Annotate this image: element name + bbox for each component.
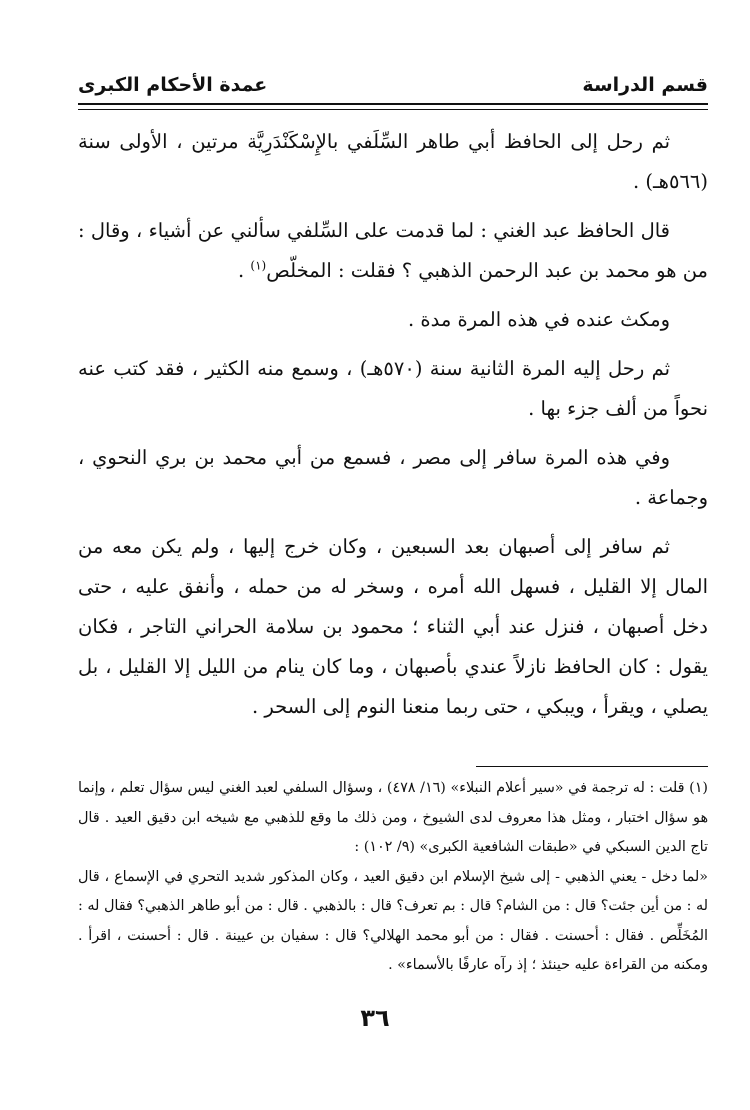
paragraph-text-tail: . [237,259,251,282]
footnote-text: (١) قلت : له ترجمة في «سير أعلام النبلاء» (١٦/ ٤٧٨) ، وسؤال السلفي لعبد الغني ليس سؤال تعلم ، وإنما هو سؤال اختبار ، ومثل هذا معروف لدى الشيوخ ، ومن ذلك ما وقع للذهبي مع شيخه ابن دقيق العيد . قال تاج الدين السبكي في «طبقات الشافعية الكبرى» (٩/ ١٠٢) : [78,780,708,855]
header-rule-thin [78,109,708,110]
footnotes [78,774,708,981]
paragraph: ومكث عنده في هذه المرة مدة . [408,308,670,331]
page-number: ٣٦ [360,1004,390,1032]
main-text [78,122,708,736]
paragraph: وفي هذه المرة سافر إلى مصر ، فسمع من أبي محمد بن بري النحوي ، وجماعة . [78,446,708,509]
footnote-quote: «لما دخل - يعني الذهبي - إلى شيخ الإسلام ابن دقيق العيد ، وكان المذكور شديد التحري في الإسماع ، قال له : من أين جئت؟ قال : من الشام؟ قال : بم تعرف؟ قال : بالذهبي . قال : من أبو طاهر الذهبي؟ فقال له : المُخَلِّص . فقال : أحسنت . فقال : من أبو محمد الهلالي؟ قال : سفيان بن عيينة . قال : أحسنت ، اقرأ . ومكنه من القراءة عليه حينئذ ؛ إذ رآه عارفًا بالأسماء» . [78,868,708,973]
running-header [78,68,708,104]
book-title: عمدة الأحكام الكبرى [78,74,268,96]
paragraph: ثم سافر إلى أصبهان بعد السبعين ، وكان خرج إليها ، ولم يكن معه من المال إلا القليل ، فسهل الله أمره ، وسخر له من حمله ، وأنفق عليه ، حتى دخل أصبهان ، فنزل عند أبي الثناء ؛ محمود بن سلامة الحراني التاجر ، فكان يقول : كان الحافظ نازلاً عندي بأصبهان ، وما كان ينام من الليل إلا القليل ، بل يصلي ، ويقرأ ، ويبكي ، حتى ربما منعنا النوم إلى السحر . [78,535,708,718]
footnote-separator [476,766,708,767]
paragraph-text: قال الحافظ عبد الغني : لما قدمت على السِّلفي سألني عن أشياء ، وقال : من هو محمد بن عبد الرحمن الذهبي ؟ فقلت : المخلّص [78,219,708,282]
paragraph: ثم رحل إليه المرة الثانية سنة (٥٧٠هـ) ، وسمع منه الكثير ، فقد كتب عنه نحواً من ألف جزء بها . [78,357,708,420]
section-title: قسم الدراسة [582,74,708,96]
paragraph [78,211,708,291]
footnote-reference[interactable]: (١) [250,258,267,273]
paragraph: ثم رحل إلى الحافظ أبي طاهر السِّلَفي بالإِسْكَنْدَرِيَّة مرتين ، الأولى سنة (٥٦٦هـ) . [78,130,708,193]
header-rule [78,103,708,105]
